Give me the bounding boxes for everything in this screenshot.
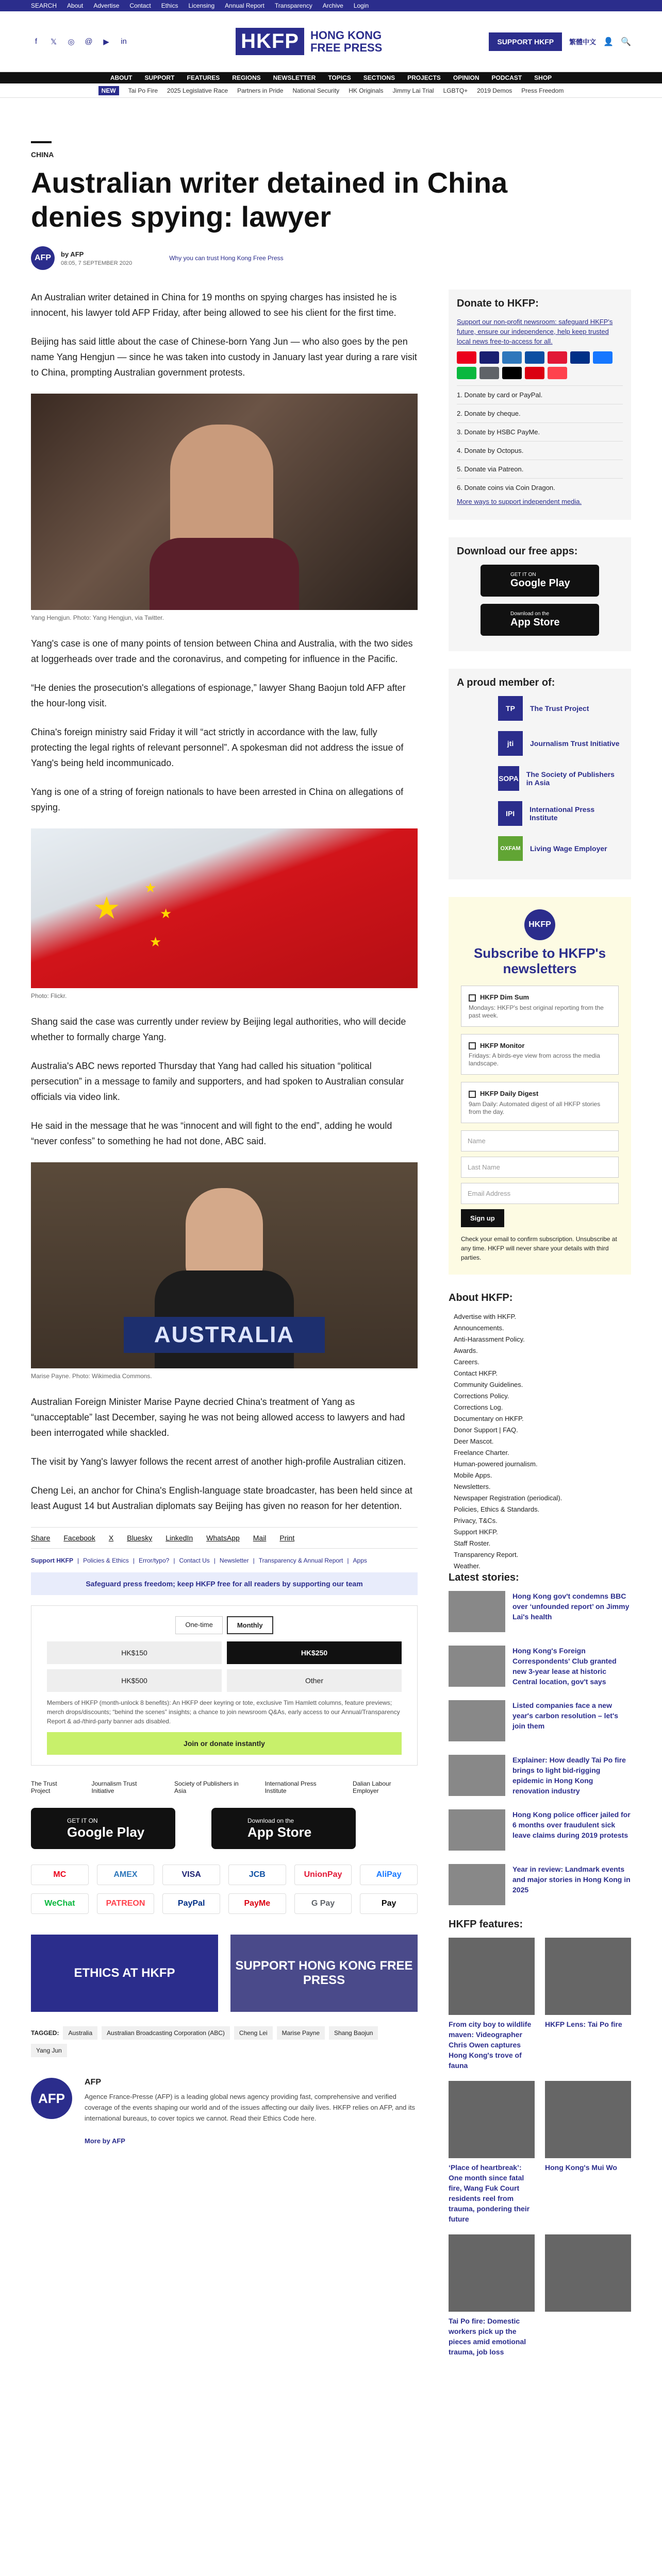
story-headline[interactable]: Explainer: How deadly Tai Po fire brings to light bid-rigging epidemic in Hong Kong renovation industry bbox=[512, 1755, 626, 1795]
linkedin-icon[interactable]: in bbox=[121, 37, 127, 46]
ethics-video-promo[interactable]: ETHICS AT HKFP bbox=[31, 1935, 218, 2012]
newsletter-option[interactable] bbox=[461, 986, 619, 1027]
nav-item[interactable]: SHOP bbox=[534, 74, 552, 81]
tag[interactable]: Cheng Lei bbox=[234, 2026, 273, 2040]
sidebar-heading: Download our free apps: bbox=[457, 546, 578, 557]
newsletter-name: HKFP Monitor bbox=[480, 1041, 525, 1049]
support-video-promo[interactable]: SUPPORT HONG KONG FREE PRESS bbox=[230, 1935, 418, 2012]
category-rule bbox=[31, 141, 52, 143]
newsletter-desc: Fridays: A birds-eye view from across the media landscape. bbox=[469, 1052, 600, 1067]
trust-link[interactable]: Why you can trust Hong Kong Free Press bbox=[169, 255, 284, 262]
nav-item[interactable]: FEATURES bbox=[187, 74, 220, 81]
about-link[interactable]: Corrections Policy. bbox=[454, 1392, 509, 1400]
payment-method-logo: WeChat bbox=[31, 1893, 89, 1914]
about-links bbox=[449, 1311, 631, 1572]
donate-method[interactable]: 1. Donate by card or PayPal. bbox=[457, 385, 623, 404]
top-utility-bar bbox=[0, 0, 662, 11]
tag[interactable]: Australian Broadcasting Corporation (ABC) bbox=[102, 2026, 230, 2040]
main-content bbox=[31, 141, 631, 2357]
member-org[interactable] bbox=[498, 836, 623, 861]
store-name: App Store bbox=[247, 1824, 312, 1840]
support-hkfp-button[interactable]: SUPPORT HKFP bbox=[489, 32, 562, 51]
jcb-icon bbox=[525, 351, 544, 364]
newsletter-desc: Mondays: HKFP's best original reporting from the past week. bbox=[469, 1004, 604, 1019]
amex-icon bbox=[502, 351, 522, 364]
latest-story[interactable] bbox=[449, 1809, 631, 1851]
donate-widget bbox=[449, 290, 631, 520]
feature-headline[interactable]: Hong Kong's Mui Wo bbox=[545, 2163, 617, 2172]
newsletter-name: HKFP Dim Sum bbox=[480, 993, 529, 1001]
member-logo: jti bbox=[498, 731, 523, 756]
tag-list bbox=[31, 2026, 418, 2057]
member-name: The Society of Publishers in Asia bbox=[526, 770, 615, 787]
amount-option[interactable]: HK$150 bbox=[47, 1641, 222, 1664]
sidebar-heading: Donate to HKFP: bbox=[457, 298, 539, 309]
newsletter-desc: 9am Daily: Automated digest of all HKFP stories from the day. bbox=[469, 1100, 601, 1115]
story-thumbnail[interactable] bbox=[449, 1755, 505, 1796]
trending-item[interactable]: LGBTQ+ bbox=[443, 87, 468, 94]
payment-method-logo: AliPay bbox=[360, 1865, 418, 1885]
paragraph: The visit by Yang's lawyer follows the recent arrest of another high-profile Australian citizen. bbox=[31, 1456, 406, 1467]
byline bbox=[31, 246, 631, 270]
content-columns bbox=[31, 290, 631, 2357]
about-link[interactable]: Advertise with HKFP. bbox=[454, 1312, 517, 1320]
trust-logo[interactable]: Journalism Trust Initiative bbox=[91, 1780, 137, 1794]
safeguard-banner[interactable]: Safeguard press freedom; keep HKFP free for all readers by supporting our team bbox=[31, 1572, 418, 1595]
tag[interactable]: Shang Baojun bbox=[329, 2026, 378, 2040]
story-thumbnail[interactable] bbox=[449, 1646, 505, 1687]
member-logo: TP bbox=[498, 696, 523, 721]
topbar-link[interactable]: About bbox=[67, 2, 84, 9]
app-store-button[interactable] bbox=[481, 604, 599, 636]
photo-yang-hengjun bbox=[31, 394, 418, 610]
about-link[interactable]: Awards. bbox=[454, 1346, 478, 1354]
publish-date: 08:05, 7 SEPTEMBER 2020 bbox=[61, 260, 133, 266]
footer-link[interactable]: Policies & Ethics bbox=[83, 1557, 129, 1564]
photo-china-flag bbox=[31, 828, 418, 988]
member-org[interactable] bbox=[498, 801, 623, 826]
email-field[interactable]: Email Address bbox=[461, 1183, 619, 1204]
checkbox-icon[interactable] bbox=[469, 1042, 476, 1049]
payment-method-logo: PATREON bbox=[97, 1893, 155, 1914]
tag[interactable]: Marise Payne bbox=[277, 2026, 325, 2040]
story-thumbnail[interactable] bbox=[449, 1809, 505, 1851]
donate-method[interactable]: 2. Donate by cheque. bbox=[457, 404, 623, 422]
feature-headline[interactable]: From city boy to wildlife maven: Videographer Chris Owen captures Hong Kong's trove of fauna bbox=[449, 2020, 532, 2070]
trust-logos bbox=[31, 1780, 418, 1794]
topbar-link[interactable]: Transparency bbox=[274, 2, 312, 9]
photo-caption: Photo: Flickr. bbox=[31, 992, 67, 999]
topbar-link[interactable]: Archive bbox=[322, 2, 343, 9]
topbar-link[interactable]: Contact bbox=[129, 2, 151, 9]
feature-headline[interactable]: ‘Place of heartbreak’: One month since fatal fire, Wang Fuk Court residents reel from trauma, pondering their future bbox=[449, 2163, 530, 2223]
story-headline[interactable]: Year in review: Landmark events and major stories in Hong Kong in 2025 bbox=[512, 1865, 631, 1894]
story-headline[interactable]: Hong Kong gov't condemns BBC over ‘unfounded report’ on Jimmy Lai's health bbox=[512, 1591, 630, 1621]
join-donate-button[interactable]: Join or donate instantly bbox=[47, 1732, 402, 1755]
donate-methods bbox=[457, 385, 623, 497]
topbar-link[interactable]: Advertise bbox=[93, 2, 120, 9]
paragraph: Cheng Lei, an anchor for China's English-language state broadcaster, has been held since at least August 14 but Australian diplomats say Beijing has given no reason for her detention. bbox=[31, 1485, 412, 1511]
flag-star-icon: ★ bbox=[144, 880, 157, 895]
topbar-link[interactable]: Licensing bbox=[188, 2, 215, 9]
wechat-icon bbox=[457, 367, 476, 379]
about-link[interactable]: Mobile Apps. bbox=[454, 1471, 492, 1479]
member-org[interactable] bbox=[498, 696, 623, 721]
footer-link[interactable]: Newsletter bbox=[219, 1557, 249, 1564]
membership-benefits: Members of HKFP (month-unlock 8 benefits): An HKFP deer keyring or tote, exclusive Tim Hamlett columns, feature previews; merch drops/discounts; “behind the scenes” insights; a chance to join newsroom Q&As, early access to our Annual/Transparency Report & ad-/third-party banner ads disabled. bbox=[47, 1699, 400, 1725]
latest-story[interactable] bbox=[449, 1591, 631, 1632]
flag-star-icon: ★ bbox=[160, 906, 172, 921]
share-x[interactable]: X bbox=[108, 1534, 114, 1542]
feature-image[interactable] bbox=[545, 2081, 631, 2158]
x-icon[interactable]: 𝕏 bbox=[50, 37, 57, 46]
trending-item[interactable]: HK Originals bbox=[349, 87, 384, 94]
topbar-link[interactable]: Login bbox=[353, 2, 369, 9]
payment-logos bbox=[457, 351, 623, 379]
more-by-author-link[interactable]: More by AFP bbox=[85, 2137, 125, 2145]
feature-headline[interactable]: HKFP Lens: Tai Po fire bbox=[545, 2020, 622, 2028]
share-mail[interactable]: Mail bbox=[253, 1534, 267, 1542]
nav-item[interactable]: SUPPORT bbox=[144, 74, 175, 81]
flag-star-icon: ★ bbox=[150, 934, 162, 950]
share-bar bbox=[31, 1527, 418, 1549]
sidebar-heading: Latest stories: bbox=[449, 1571, 519, 1583]
feature-story[interactable] bbox=[449, 2081, 535, 2224]
article-body bbox=[31, 290, 418, 2357]
newsletter-heading: Subscribe to HKFP's newsletters bbox=[473, 945, 606, 976]
store-name: Google Play bbox=[67, 1824, 145, 1840]
member-logo: SOPA bbox=[498, 766, 519, 791]
article-footer-links: Support HKFP | Policies & Ethics | Error/typo? | Contact Us | Newsletter | Transparency & Annual Report | Apps bbox=[31, 1557, 367, 1564]
paragraph: Australian Foreign Minister Marise Payne decried China's treatment of Yang as “unacceptable” last December, saying he was not being allowed access to lawyers and had been interrogated while shackled. bbox=[31, 1397, 405, 1438]
trending-item[interactable]: Press Freedom bbox=[521, 87, 564, 94]
feature-story[interactable] bbox=[545, 2081, 631, 2224]
trending-item[interactable]: National Security bbox=[292, 87, 340, 94]
photo-marise-payne bbox=[31, 1162, 418, 1368]
newsletter-logo: HKFP bbox=[524, 909, 555, 940]
nav-item[interactable]: PROJECTS bbox=[407, 74, 441, 81]
nav-item[interactable]: OPINION bbox=[453, 74, 479, 81]
store-caption: Download on the bbox=[247, 1817, 294, 1824]
newsletter-widget bbox=[449, 897, 631, 1275]
trust-logo[interactable]: The Trust Project bbox=[31, 1780, 57, 1794]
store-name: Google Play bbox=[510, 578, 570, 589]
paragraph: Beijing has said little about the case of Chinese-born Yang Jun — who also goes by the pen name Yang Hengjun — since he was taken into custody in January last year during a rare visit to China, prompting Australian government protests. bbox=[31, 336, 417, 378]
footer-link[interactable]: Support HKFP bbox=[31, 1557, 73, 1564]
paragraph: “He denies the prosecution's allegations of espionage,” lawyer Shang Baojun told AFP after the hour-long visit. bbox=[31, 683, 406, 708]
trending-item[interactable]: Tai Po Fire bbox=[128, 87, 158, 94]
share-linkedin[interactable]: LinkedIn bbox=[166, 1534, 193, 1542]
topbar-link[interactable]: Annual Report bbox=[225, 2, 264, 9]
topbar-link[interactable]: SEARCH bbox=[31, 2, 57, 9]
payment-method-logo: PayPal bbox=[162, 1893, 220, 1914]
amount-option-selected[interactable]: HK$250 bbox=[227, 1641, 402, 1664]
trending-nav bbox=[0, 83, 662, 98]
store-name: App Store bbox=[510, 617, 560, 628]
about-link[interactable]: Newsletters. bbox=[454, 1482, 491, 1490]
sidebar-heading: A proud member of: bbox=[457, 677, 555, 688]
nav-item[interactable]: SECTIONS bbox=[363, 74, 395, 81]
paragraph: Shang said the case was currently under review by Beijing legal authorities, who will decide whether to formally charge Yang. bbox=[31, 1016, 406, 1042]
nav-item[interactable]: REGIONS bbox=[232, 74, 261, 81]
payment-method-logo: G Pay bbox=[294, 1893, 352, 1914]
gpay-icon bbox=[479, 367, 499, 379]
sidebar-heading: HKFP features: bbox=[449, 1918, 523, 1930]
store-caption: Download on the bbox=[510, 611, 550, 617]
photo-caption: Yang Hengjun. Photo: Yang Hengjun, via Twitter. bbox=[31, 614, 164, 621]
about-link[interactable]: Policies, Ethics & Standards. bbox=[454, 1505, 540, 1513]
share-facebook[interactable]: Facebook bbox=[63, 1534, 95, 1542]
facebook-icon[interactable]: f bbox=[35, 37, 38, 46]
google-play-button[interactable] bbox=[481, 565, 599, 597]
author-name[interactable]: by AFP bbox=[61, 250, 84, 258]
about-link[interactable]: Human-powered journalism. bbox=[454, 1460, 538, 1468]
newsletter-note: Check your email to confirm subscription. Unsubscribe at any time. HKFP will never share your details with third parties. bbox=[461, 1235, 617, 1261]
latest-story[interactable] bbox=[449, 1646, 631, 1687]
about-link[interactable]: Corrections Log. bbox=[454, 1403, 503, 1411]
about-link[interactable]: Staff Roster. bbox=[454, 1539, 491, 1547]
payment-method-logo: Pay bbox=[360, 1893, 418, 1914]
story-thumbnail[interactable] bbox=[449, 1864, 505, 1905]
feature-headline[interactable]: Tai Po fire: Domestic workers pick up the pieces amid emotional trauma, job loss bbox=[449, 2316, 526, 2356]
payment-method-logo: PayMe bbox=[228, 1893, 286, 1914]
latest-stories bbox=[449, 1591, 631, 1905]
masthead bbox=[0, 11, 662, 72]
author-avatar[interactable]: AFP bbox=[31, 246, 55, 270]
member-logo: IPI bbox=[498, 801, 522, 826]
donate-method[interactable]: 4. Donate by Octopus. bbox=[457, 441, 623, 460]
more-ways-link[interactable]: More ways to support independent media. bbox=[457, 498, 582, 505]
tab-one-time[interactable]: One-time bbox=[175, 1616, 222, 1634]
new-badge: NEW bbox=[98, 86, 119, 95]
about-link[interactable]: Careers. bbox=[454, 1358, 479, 1366]
member-org[interactable] bbox=[498, 731, 623, 756]
trending-item[interactable]: Jimmy Lai Trial bbox=[392, 87, 434, 94]
last-name-field[interactable]: Last Name bbox=[461, 1157, 619, 1178]
app-store-buttons bbox=[31, 1808, 418, 1849]
about-link[interactable]: Transparency Report. bbox=[454, 1550, 519, 1558]
feature-image[interactable] bbox=[449, 1938, 535, 2015]
nav-item[interactable]: TOPICS bbox=[328, 74, 351, 81]
nav-item[interactable]: NEWSLETTER bbox=[273, 74, 316, 81]
member-logo: OXFAM bbox=[498, 836, 523, 861]
footer-link[interactable]: Contact Us bbox=[179, 1557, 210, 1564]
donate-method[interactable]: 3. Donate by HSBC PayMe. bbox=[457, 422, 623, 441]
author-box bbox=[31, 2078, 418, 2145]
payme-icon bbox=[525, 367, 544, 379]
feature-image[interactable] bbox=[545, 2234, 631, 2312]
about-link[interactable]: Newspaper Registration (periodical). bbox=[454, 1494, 562, 1502]
masthead-actions bbox=[489, 32, 631, 51]
alipay-icon bbox=[593, 351, 613, 364]
about-link[interactable]: Contact HKFP. bbox=[454, 1369, 498, 1377]
trust-logo[interactable]: Society of Publishers in Asia bbox=[174, 1780, 239, 1794]
logo-mark: HKFP bbox=[236, 28, 304, 55]
about-link[interactable]: Documentary on HKFP. bbox=[454, 1414, 524, 1422]
feature-image[interactable] bbox=[545, 1938, 631, 2015]
trust-logo[interactable]: International Press Institute bbox=[264, 1780, 317, 1794]
paragraph: China's foreign ministry said Friday it will “act strictly in accordance with the law, fully protecting the legal rights of relevant personnel”. A spokesman did not address the issue of Yang's being held incommunicado. bbox=[31, 727, 404, 768]
feature-story[interactable] bbox=[449, 1938, 535, 2071]
about-link[interactable]: Freelance Charter. bbox=[454, 1448, 509, 1456]
newsletter-name: HKFP Daily Digest bbox=[480, 1090, 539, 1098]
category-label[interactable]: CHINA bbox=[31, 150, 54, 159]
feature-story[interactable] bbox=[545, 1938, 631, 2071]
photo-caption: Marise Payne. Photo: Wikimedia Commons. bbox=[31, 1372, 152, 1380]
name-field[interactable]: Name bbox=[461, 1130, 619, 1151]
latest-story[interactable] bbox=[449, 1755, 631, 1796]
share-label: Share bbox=[31, 1534, 51, 1542]
member-org[interactable] bbox=[498, 766, 623, 791]
share-whatsapp[interactable]: WhatsApp bbox=[206, 1534, 240, 1542]
about-link[interactable]: Announcements. bbox=[454, 1324, 504, 1332]
author-logo[interactable]: AFP bbox=[31, 2078, 72, 2119]
footer-link[interactable]: Error/typo? bbox=[138, 1557, 170, 1564]
payment-method-logo: AMEX bbox=[97, 1865, 155, 1885]
unionpay-icon bbox=[548, 351, 567, 364]
story-headline[interactable]: Hong Kong police officer jailed for 6 months over fraudulent sick leave claims during 2019 protests bbox=[512, 1810, 631, 1839]
language-switch[interactable]: 繁體中文 bbox=[569, 38, 597, 46]
topbar-link[interactable]: Ethics bbox=[161, 2, 178, 9]
member-name: Journalism Trust Initiative bbox=[530, 739, 620, 748]
nav-item[interactable]: ABOUT bbox=[110, 74, 133, 81]
article-title: Australian writer detained in China denies spying: lawyer bbox=[31, 166, 508, 233]
google-play-button[interactable] bbox=[31, 1808, 175, 1849]
user-icon[interactable]: 👤 bbox=[603, 37, 614, 46]
story-thumbnail[interactable] bbox=[449, 1591, 505, 1632]
amount-options bbox=[47, 1641, 402, 1692]
search-icon[interactable]: 🔍 bbox=[621, 37, 631, 46]
trending-item[interactable]: 2025 Legislative Race bbox=[167, 87, 228, 94]
flag-star-icon: ★ bbox=[93, 891, 121, 925]
trending-item[interactable]: 2019 Demos bbox=[477, 87, 512, 94]
about-link[interactable]: Donor Support | FAQ. bbox=[454, 1426, 518, 1434]
checkbox-icon[interactable] bbox=[469, 1091, 476, 1098]
portrait-shirt bbox=[150, 538, 299, 610]
about-link[interactable]: Deer Mascot. bbox=[454, 1437, 494, 1445]
footer-link[interactable]: Transparency & Annual Report bbox=[258, 1557, 343, 1564]
tag[interactable]: Australia bbox=[63, 2026, 97, 2040]
about-link[interactable]: Weather. bbox=[454, 1562, 481, 1570]
social-icons bbox=[31, 37, 129, 46]
donate-method[interactable]: 5. Donate via Patreon. bbox=[457, 460, 623, 478]
author-bio: Agence France-Presse (AFP) is a leading global news agency providing fast, comprehensive and verified coverage of the events shaping our world and of the issues affecting our daily lives. HKFP relies on AFP, and its international bureaus, to cover topics we cannot. Read their Ethics Code here. bbox=[85, 2093, 415, 2122]
feature-image[interactable] bbox=[449, 2081, 535, 2158]
payment-method-logo: UnionPay bbox=[294, 1865, 352, 1885]
story-thumbnail[interactable] bbox=[449, 1700, 505, 1741]
about-link[interactable]: Support HKFP. bbox=[454, 1528, 498, 1536]
mastercard-icon bbox=[457, 351, 476, 364]
feature-stories bbox=[449, 1938, 631, 2357]
about-link[interactable]: Anti-Harassment Policy. bbox=[454, 1335, 525, 1343]
amount-option[interactable]: Other bbox=[227, 1669, 402, 1692]
nav-item[interactable]: PODCAST bbox=[491, 74, 522, 81]
tag[interactable]: Yang Jun bbox=[31, 2044, 67, 2057]
applepay-icon bbox=[502, 367, 522, 379]
author-name[interactable]: AFP bbox=[85, 2078, 101, 2087]
logo-line: HONG KONG bbox=[310, 28, 382, 42]
latest-story[interactable] bbox=[449, 1700, 631, 1741]
paypal-icon bbox=[570, 351, 590, 364]
byline-text bbox=[61, 250, 132, 266]
membership-widget bbox=[449, 669, 631, 879]
logo-line: FREE PRESS bbox=[310, 41, 383, 54]
app-store-button[interactable] bbox=[211, 1808, 356, 1849]
threads-icon[interactable]: @ bbox=[85, 37, 93, 46]
sidebar bbox=[449, 290, 631, 2357]
amount-option[interactable]: HK$500 bbox=[47, 1669, 222, 1692]
feature-story[interactable] bbox=[449, 2234, 535, 2357]
frequency-tabs bbox=[47, 1616, 402, 1634]
newsletter-option[interactable] bbox=[461, 1082, 619, 1123]
share-print[interactable]: Print bbox=[279, 1534, 295, 1542]
story-headline[interactable]: Listed companies face a new year's carbon resolution – let's join them bbox=[512, 1701, 619, 1730]
patreon-icon bbox=[548, 367, 567, 379]
member-name: Living Wage Employer bbox=[530, 844, 607, 853]
sign-up-button[interactable]: Sign up bbox=[461, 1209, 504, 1227]
share-bluesky[interactable]: Bluesky bbox=[127, 1534, 153, 1542]
donate-link[interactable]: Support our non-profit newsroom: safeguard HKFP's future, ensure our independence, help keep trusted local news free-to-access for all. bbox=[457, 318, 613, 345]
feature-image[interactable] bbox=[449, 2234, 535, 2312]
visa-icon bbox=[479, 351, 499, 364]
member-name: International Press Institute bbox=[529, 805, 595, 822]
logo-text bbox=[310, 29, 382, 54]
latest-story[interactable] bbox=[449, 1864, 631, 1905]
paragraph: Yang is one of a string of foreign nationals to have been arrested in China on allegations of spying. bbox=[31, 787, 404, 812]
about-link[interactable]: Privacy, T&Cs. bbox=[454, 1516, 498, 1524]
footer-link[interactable]: Apps bbox=[353, 1557, 367, 1564]
paragraph: Yang's case is one of many points of tension between China and Australia, with the two sides at loggerheads over trade and the coronavirus, and competing for influence in the Pacific. bbox=[31, 638, 413, 664]
donation-widget bbox=[31, 1605, 418, 1766]
story-headline[interactable]: Hong Kong's Foreign Correspondents' Club granted new 3-year lease at historic Central location, gov't says bbox=[512, 1646, 617, 1686]
store-caption: GET IT ON bbox=[510, 572, 536, 578]
paragraph: An Australian writer detained in China for 19 months on spying charges has insisted he is innocent, his lawyer told AFP Friday, after being allowed to see his client for the first time. bbox=[31, 292, 397, 318]
site-logo[interactable] bbox=[236, 28, 382, 55]
about-link[interactable]: Community Guidelines. bbox=[454, 1380, 523, 1388]
country-placard: AUSTRALIA bbox=[124, 1317, 325, 1353]
youtube-icon[interactable]: ▶ bbox=[103, 37, 109, 46]
payment-method-logo: JCB bbox=[228, 1865, 286, 1885]
sidebar-heading: About HKFP: bbox=[449, 1292, 513, 1303]
trust-logo[interactable]: Dalian Labour Employer bbox=[352, 1780, 391, 1794]
apps-widget bbox=[449, 537, 631, 651]
promo-videos bbox=[31, 1935, 418, 2012]
checkbox-icon[interactable] bbox=[469, 994, 476, 1002]
instagram-icon[interactable]: ◎ bbox=[68, 37, 75, 46]
store-caption: GET IT ON bbox=[67, 1817, 98, 1824]
tagged-label: TAGGED: bbox=[31, 2029, 59, 2037]
main-nav bbox=[0, 72, 662, 83]
newsletter-option[interactable] bbox=[461, 1034, 619, 1075]
paragraph: He said in the message that he was “innocent and will fight to the end”, adding he would “never confess” to something he had not done, ABC said. bbox=[31, 1121, 392, 1146]
trending-item[interactable]: Partners in Pride bbox=[237, 87, 284, 94]
paragraph: Australia's ABC news reported Thursday that Yang had called his situation “political persecution” in a message to family and supporters, and had spoken to Australian consular officials via video link. bbox=[31, 1061, 404, 1102]
member-name: The Trust Project bbox=[530, 704, 589, 713]
tab-monthly[interactable]: Monthly bbox=[227, 1616, 273, 1634]
feature-story[interactable] bbox=[545, 2234, 631, 2357]
donate-method[interactable]: 6. Donate coins via Coin Dragon. bbox=[457, 478, 623, 497]
payment-methods bbox=[31, 1865, 418, 1914]
payment-method-logo: VISA bbox=[162, 1865, 220, 1885]
payment-method-logo: MC bbox=[31, 1865, 89, 1885]
